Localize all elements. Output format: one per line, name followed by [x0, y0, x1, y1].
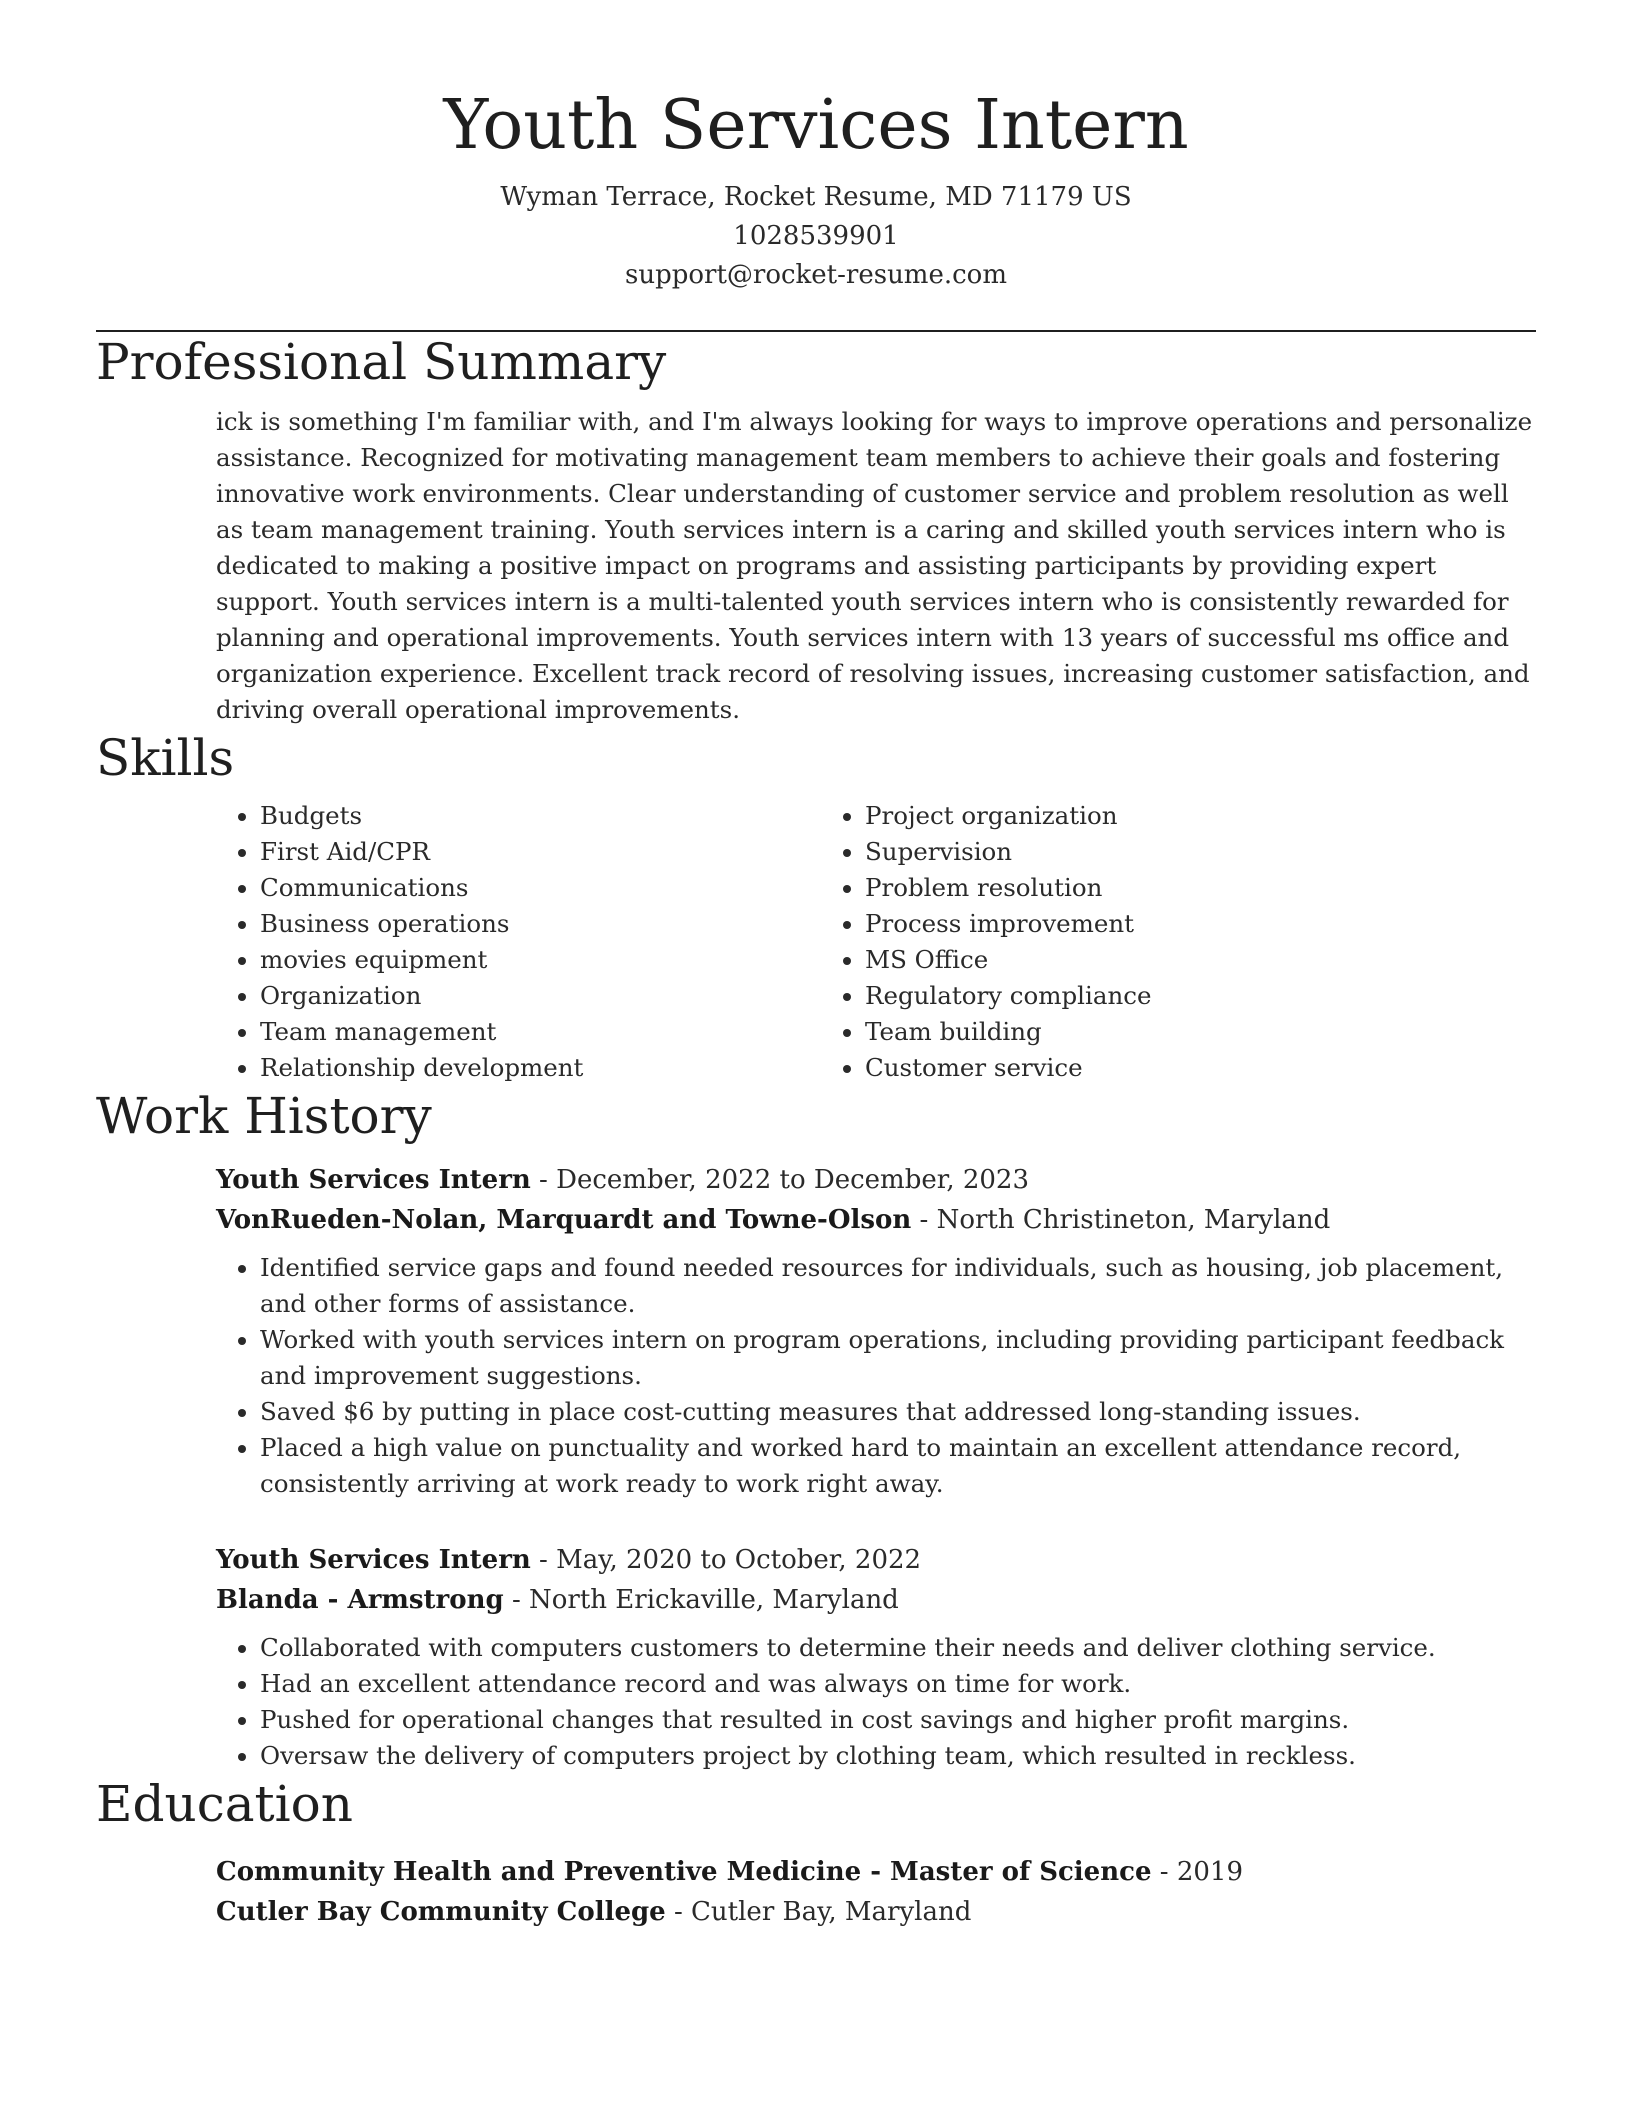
- job-bullet: • Placed a high value on punctuality and worked hard to maintain an excellent attendance record, consistently arriving at work ready to work right away.: [260, 1430, 1536, 1502]
- skills-heading: Skills: [96, 729, 235, 787]
- job-title-line: [216, 1160, 1536, 1200]
- skill-item: • Regulatory compliance: [865, 978, 1151, 1014]
- job-company: Blanda - Armstrong: [216, 1585, 504, 1615]
- job-dates: - December, 2022 to December, 2023: [530, 1165, 1030, 1195]
- job-bullets: [216, 1630, 1536, 1774]
- address: Wyman Terrace, Rocket Resume, MD 71179 US: [500, 182, 1132, 212]
- work-history-heading: Work History: [96, 1087, 432, 1145]
- skill-item: • movies equipment: [260, 942, 821, 978]
- job-bullet: • Had an excellent attendance record and was always on time for work.: [260, 1666, 1536, 1702]
- skills-column-right: [821, 798, 1151, 1086]
- job-bullet: • Oversaw the delivery of computers project by clothing team, which resulted in reckless.: [260, 1738, 1536, 1774]
- degree-line: [216, 1852, 1536, 1892]
- job-company-line: [216, 1580, 1536, 1620]
- summary-text: ick is something I'm familiar with, and I'm always looking for ways to improve operations and personalize assistance. Recognized for motivating management team members to achieve their goals and fostering innovative work environments. Clear understanding of customer service and problem resolution as well as team management training. Youth services intern is a caring and skilled youth services intern who is dedicated to making a positive impact on programs and assisting participants by providing expert support. Youth services intern is a multi-talented youth services intern who is consistently rewarded for planning and operational improvements. Youth services intern with 13 years of successful ms office and organization experience. Excellent track record of resolving issues, increasing customer satisfaction, and driving overall operational improvements.: [216, 407, 1533, 724]
- job-bullet: • Worked with youth services intern on program operations, including providing participant feedback and improvement suggestions.: [260, 1322, 1536, 1394]
- skill-item: • Supervision: [865, 834, 1151, 870]
- skill-item: • Organization: [260, 978, 821, 1014]
- job-title-line: [216, 1540, 1536, 1580]
- phone-number: 1028539901: [733, 221, 899, 251]
- school-name: Cutler Bay Community College: [216, 1897, 666, 1927]
- skills-column-left: [216, 798, 821, 1086]
- school-location: - Cutler Bay, Maryland: [665, 1897, 972, 1927]
- skill-item: • Process improvement: [865, 906, 1151, 942]
- education-entry: [96, 1852, 1536, 1932]
- resume-header: [96, 0, 1536, 295]
- skill-item: • MS Office: [865, 942, 1151, 978]
- job-bullet: • Pushed for operational changes that resulted in cost savings and higher profit margins.: [260, 1702, 1536, 1738]
- job-bullet: • Identified service gaps and found needed resources for individuals, such as housing, job placement, and other forms of assistance.: [260, 1250, 1536, 1322]
- candidate-name: Youth Services Intern: [443, 86, 1189, 165]
- summary-heading: Professional Summary: [96, 333, 667, 391]
- skill-item: • Customer service: [865, 1050, 1151, 1086]
- skill-item: • Business operations: [260, 906, 821, 942]
- skill-item: • Budgets: [260, 798, 821, 834]
- job-bullet: • Saved $6 by putting in place cost-cutting measures that addressed long-standing issues.: [260, 1394, 1536, 1430]
- job-bullets: [216, 1250, 1536, 1502]
- education-heading: Education: [96, 1775, 353, 1833]
- job-location: - North Christineton, Maryland: [911, 1205, 1331, 1235]
- skills-section: [96, 728, 1536, 1086]
- skill-item: • Relationship development: [260, 1050, 821, 1086]
- job-company-line: [216, 1200, 1536, 1240]
- job-company: VonRueden-Nolan, Marquardt and Towne-Olson: [216, 1205, 912, 1235]
- education-section: [96, 1774, 1536, 1932]
- summary-section: [96, 332, 1536, 728]
- contact-info: [96, 178, 1536, 295]
- school-line: [216, 1892, 1536, 1932]
- skills-list: [96, 798, 1536, 1086]
- job-location: - North Erickaville, Maryland: [503, 1585, 899, 1615]
- job-bullet: • Collaborated with computers customers to determine their needs and deliver clothing service.: [260, 1630, 1536, 1666]
- work-history-section: [96, 1086, 1536, 1774]
- email-address: support@rocket-resume.com: [624, 260, 1007, 290]
- job-position: Youth Services Intern: [216, 1545, 531, 1575]
- job-position: Youth Services Intern: [216, 1165, 531, 1195]
- skill-item: • Team building: [865, 1014, 1151, 1050]
- skill-item: • Problem resolution: [865, 870, 1151, 906]
- job-entry: [96, 1160, 1536, 1502]
- job-entry: [96, 1540, 1536, 1774]
- job-dates: - May, 2020 to October, 2022: [530, 1545, 922, 1575]
- degree-field: Community Health and Preventive Medicine - Master of Science: [216, 1857, 1152, 1887]
- skill-item: • Project organization: [865, 798, 1151, 834]
- skill-item: • Communications: [260, 870, 821, 906]
- skill-item: • First Aid/CPR: [260, 834, 821, 870]
- skill-item: • Team management: [260, 1014, 821, 1050]
- graduation-year: - 2019: [1151, 1857, 1243, 1887]
